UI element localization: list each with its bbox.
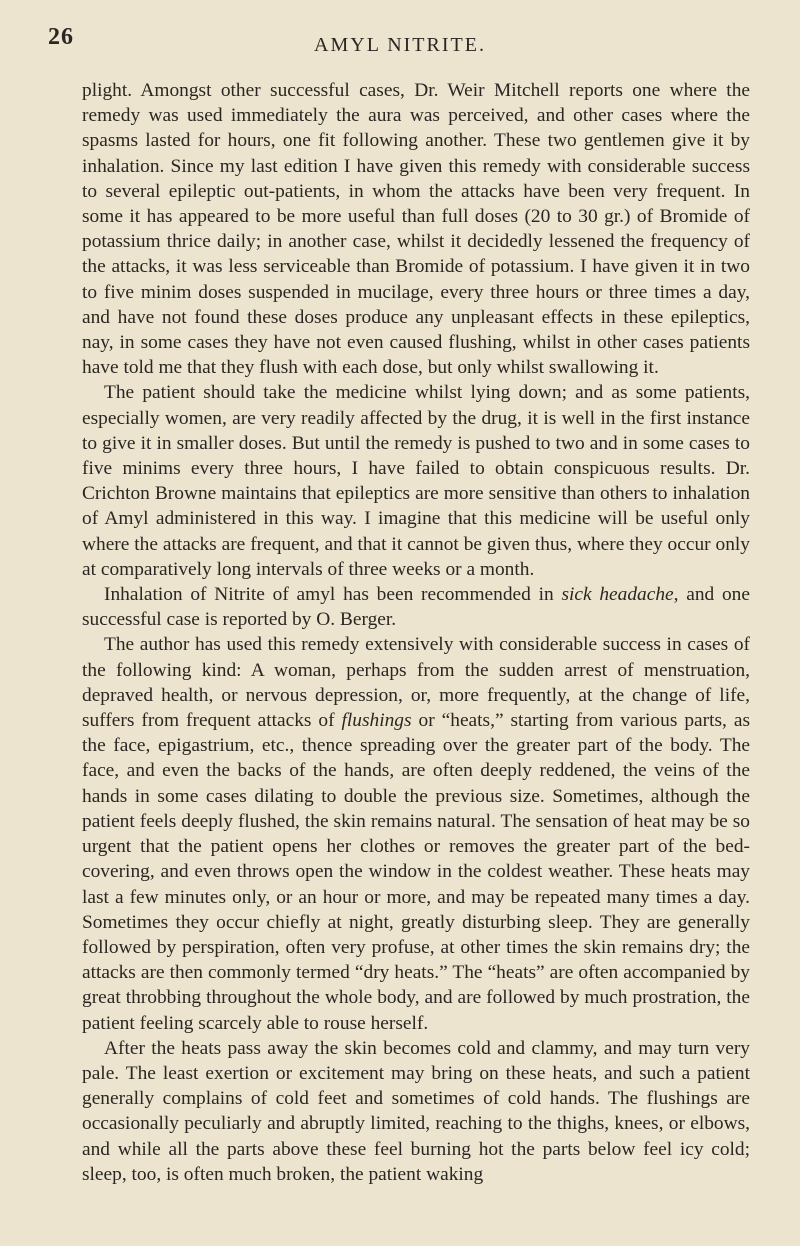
- text-run: or “heats,” starting from various parts, as the face, epigastrium, etc., thence spreading over the greater part of the body. The face, and even the backs of the hands, are often deeply reddened, the veins of the hands in some cases dilating to double the previous size. Sometimes, although the patient feels deeply flushed, the skin remains natural. The sensation of heat may be so urgent that the patient opens her clothes or removes the greater part of the bed-covering, and even throws open the window in the coldest weather. These heats may last a few minutes only, or an hour or more, and may be repeated many times a day. Sometimes they occur chiefly at night, greatly disturbing sleep. They are generally followed by perspiration, often very profuse, at other times the skin remains dry; the attacks are then commonly termed “dry heats.” The “heats” are often accompanied by great throbbing throughout the whole body, and are followed by much prostration, the patient feeling scarcely able to rouse herself.: [82, 710, 750, 1034]
- text-run: , and one successful case is reported by O. Berger.: [82, 584, 750, 631]
- text-run: The author has used this remedy extensively with considerable success in cases of the following kind: A woman, perhaps from the sudden arrest of menstruation, depraved health, or nervous depression, or, more frequently, at the change of life, suffers from frequent attacks of: [82, 634, 750, 732]
- paragraph-5: [82, 1036, 750, 1187]
- paragraph-4: [82, 632, 750, 1035]
- italic-term-flushings: flushings: [341, 710, 412, 732]
- paragraph-2: [82, 380, 750, 582]
- text-run: After the heats pass away the skin becomes cold and clammy, and may turn very pale. The least exertion or excitement may bring on these heats, and such a patient generally complains of cold feet and sometimes of cold hands. The flushings are occasionally peculiarly and abruptly limited, reaching to the thighs, knees, or elbows, and while all the parts above these feel burning hot the parts below feel icy cold; sleep, too, is often much broken, the patient waking: [82, 1037, 750, 1185]
- paragraph-3: [82, 582, 750, 632]
- running-title: AMYL NITRITE.: [314, 34, 486, 56]
- page-number: 26: [48, 24, 74, 50]
- text-run: Inhalation of Nitrite of amyl has been recommended in: [104, 584, 562, 606]
- italic-term-sick-headache: sick headache: [561, 584, 674, 606]
- body-text: [82, 78, 750, 1187]
- text-run: plight. Amongst other successful cases, Dr. Weir Mitchell reports one where the remedy was used immediately the aura was perceived, and other cases where the spasms lasted for hours, one fit following another. These two gentlemen give it by inhalation. Since my last edition I have given this remedy with considerable success to several epileptic out-patients, in whom the attacks have been very frequent. In some it has appeared to be more useful than full doses (20 to 30 gr.) of Bromide of potassium thrice daily; in another case, whilst it decidedly lessened the frequency of the attacks, it was less serviceable than Bromide of potassium. I have given it in two to five minim doses suspended in mucilage, every three hours or three times a day, and have not found these doses produce any unpleasant effects in these epileptics, nay, in some cases they have not even caused flushing, whilst in other cases patients have told me that they flush with each dose, but only whilst swallowing it.: [82, 80, 750, 379]
- text-run: The patient should take the medicine whilst lying down; and as some patients, especially women, are very readily affected by the drug, it is well in the first instance to give it in smaller doses. But until the remedy is pushed to two and in some cases to five minims every three hours, I have failed to obtain conspicuous results. Dr. Crichton Browne maintains that epileptics are more sensitive than others to inhalation of Amyl administered in this way. I imagine that this medicine will be useful only where the attacks are frequent, and that it cannot be given thus, where they occur only at comparatively long intervals of three weeks or a month.: [82, 382, 750, 580]
- paragraph-1: [82, 78, 750, 380]
